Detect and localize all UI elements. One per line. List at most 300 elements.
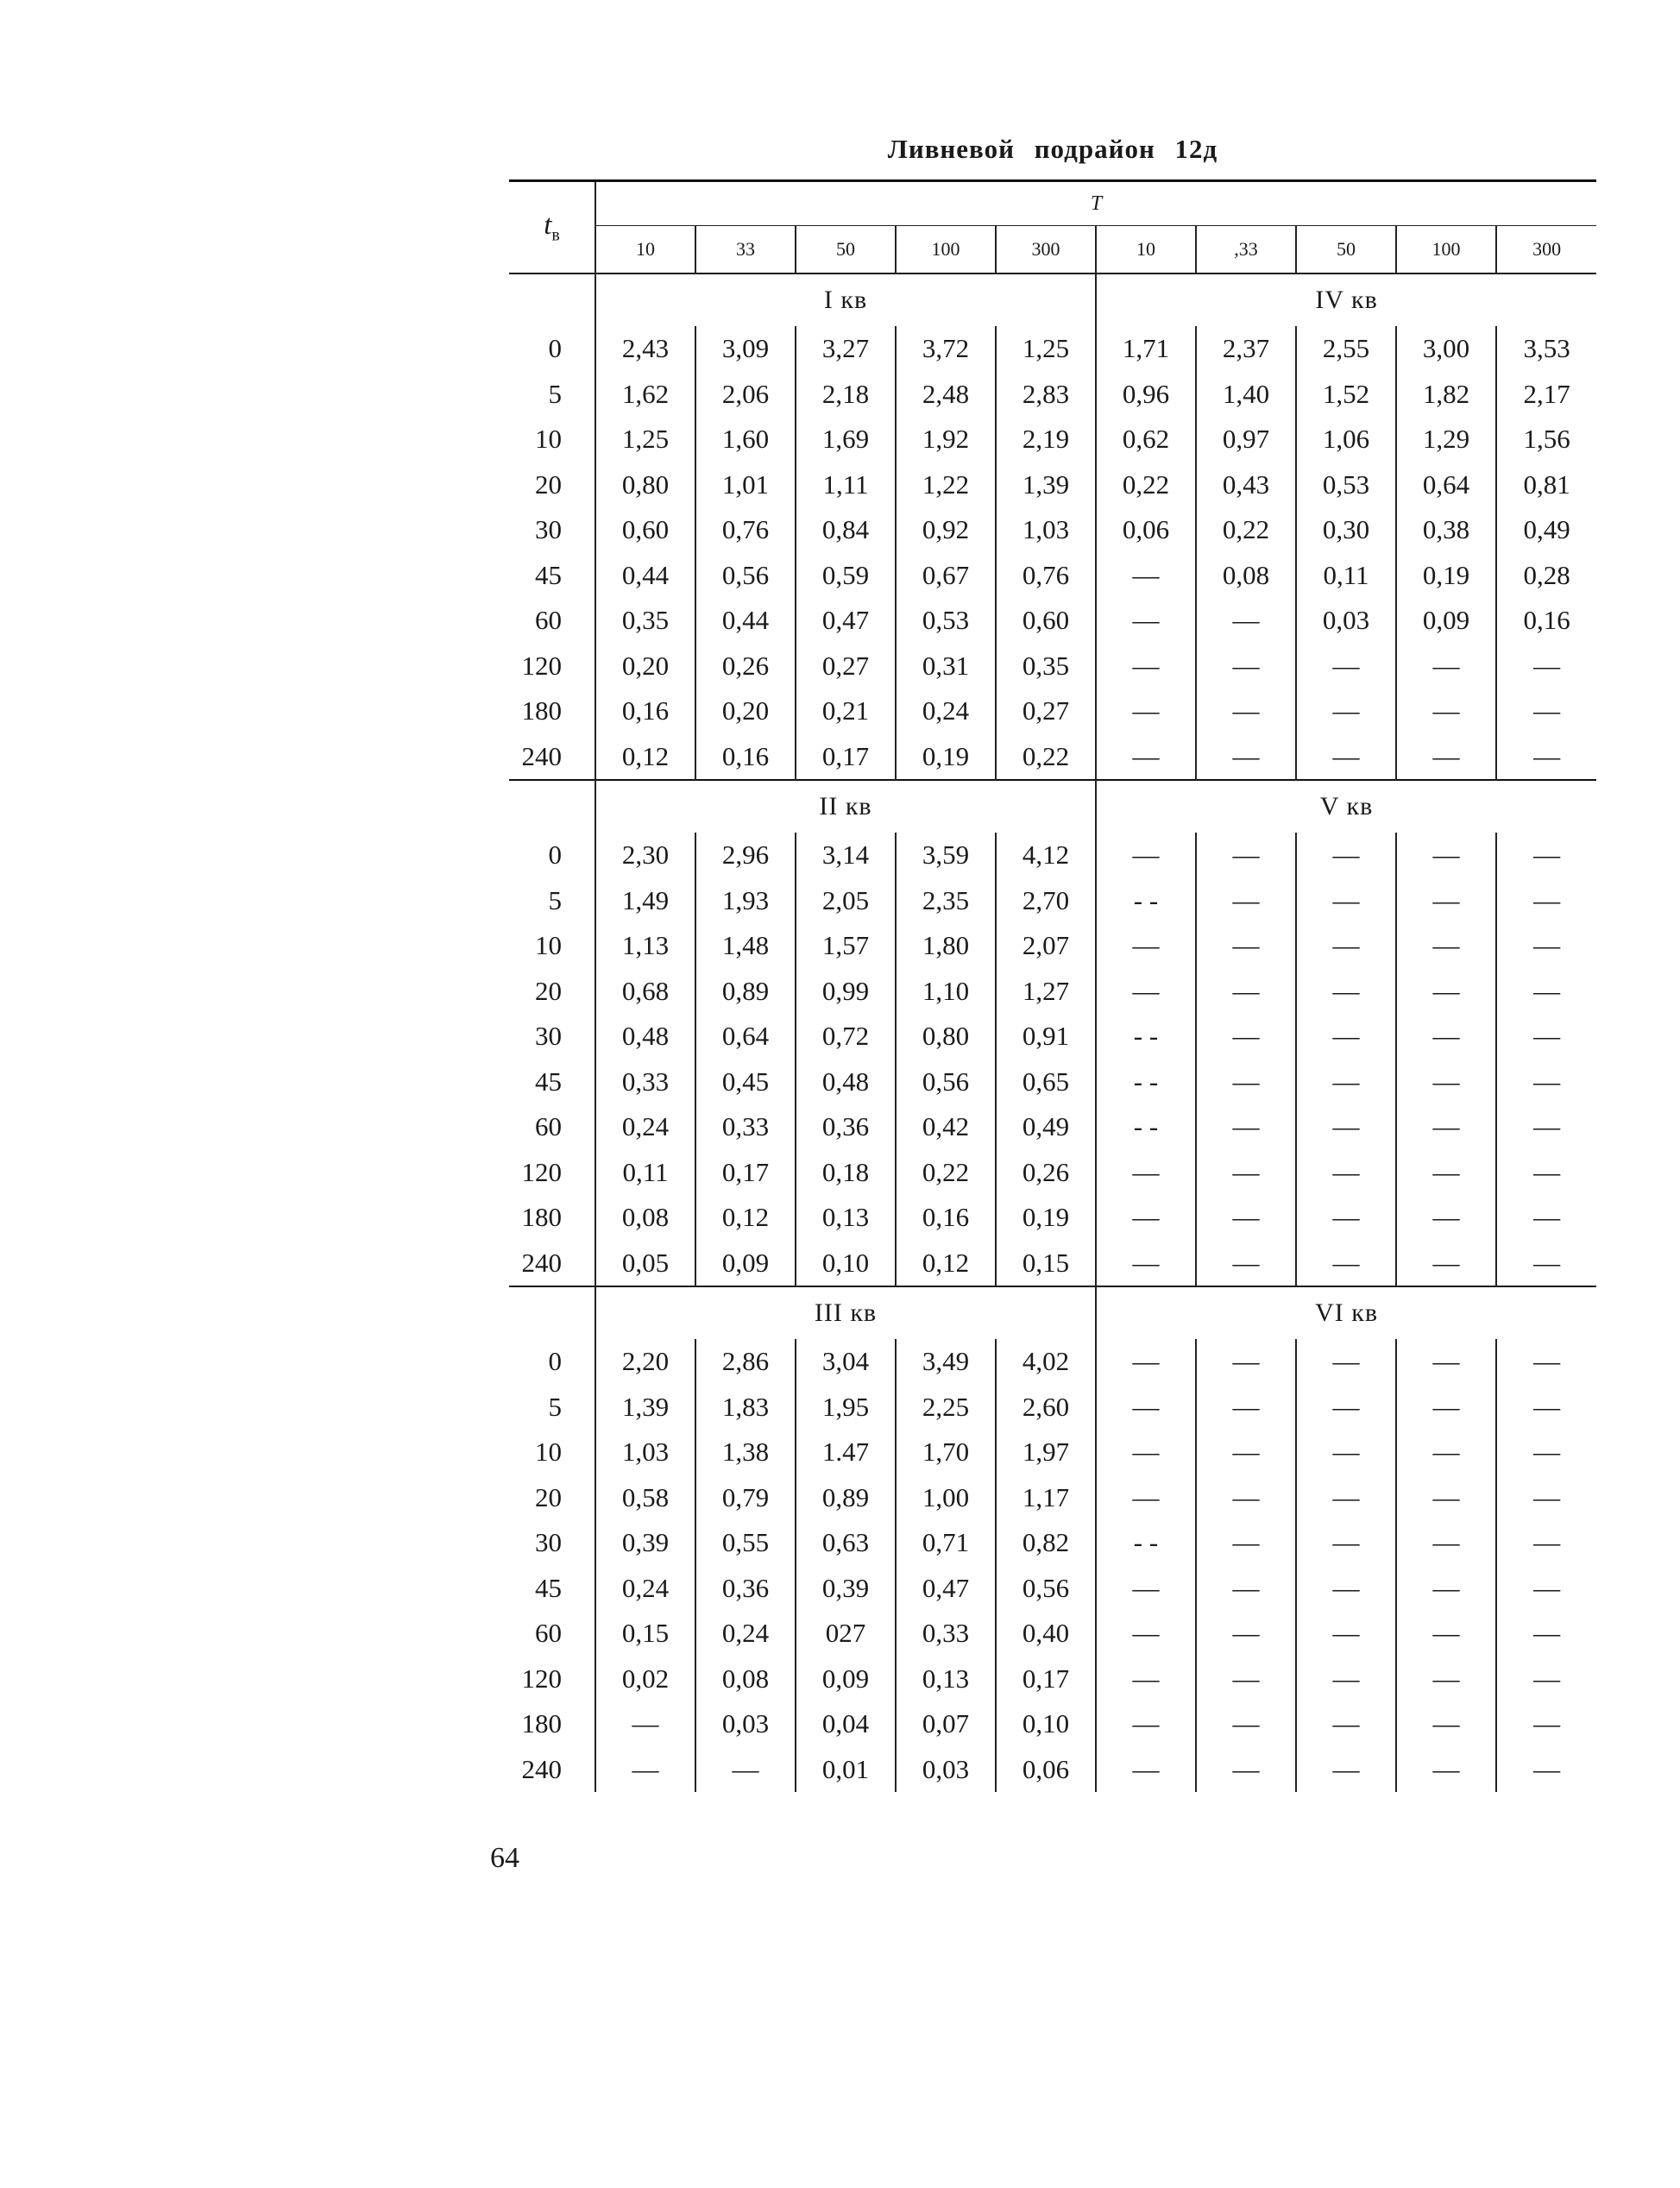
table-cell: —: [1196, 1241, 1296, 1287]
table-cell: —: [1496, 1385, 1596, 1430]
section-blank-cell: [509, 274, 595, 326]
table-cell: —: [1496, 1014, 1596, 1059]
table-cell: 1,93: [695, 878, 796, 924]
table-cell: 2,37: [1196, 326, 1296, 372]
table-cell: —: [1296, 1747, 1396, 1793]
table-row: [509, 833, 1596, 878]
table-cell: 1.47: [796, 1430, 896, 1475]
table-cell: 0,24: [896, 688, 996, 734]
table-cell: 0,48: [796, 1059, 896, 1105]
table-cell: 1,92: [896, 417, 996, 462]
table-row: [509, 1339, 1596, 1385]
table-cell: —: [1496, 1104, 1596, 1150]
table-cell: —: [1296, 1566, 1396, 1612]
table-cell: 1,11: [796, 462, 896, 508]
table-cell: 0,40: [996, 1611, 1096, 1657]
table-cell: 1,71: [1096, 326, 1196, 372]
table-cell: —: [1096, 969, 1196, 1015]
table-cell: 0,89: [695, 969, 796, 1015]
table-cell: 0,24: [595, 1104, 695, 1150]
table-cell: 2,60: [996, 1385, 1096, 1430]
table-cell: —: [1196, 1475, 1296, 1521]
table-cell: —: [1296, 1195, 1396, 1241]
table-cell: —: [1096, 1747, 1196, 1793]
table-cell: —: [1096, 923, 1196, 969]
table-cell: —: [1196, 1611, 1296, 1657]
row-label: 120: [521, 650, 562, 681]
table-cell: —: [1096, 1241, 1196, 1287]
table-row: [509, 1701, 1596, 1747]
table-cell: —: [1396, 1566, 1496, 1612]
row-label: 10: [535, 424, 562, 455]
table-row: [509, 326, 1596, 372]
table-cell: 0,27: [796, 644, 896, 689]
table-cell: 1,52: [1296, 372, 1396, 418]
table-cell: —: [1196, 1195, 1296, 1241]
table-cell: 0,36: [796, 1104, 896, 1150]
table-cell: 0,49: [1496, 507, 1596, 553]
table-cell: 0,63: [796, 1520, 896, 1566]
table-cell: 0,20: [695, 688, 796, 734]
table-cell: 1,00: [896, 1475, 996, 1521]
table-cell: 0,33: [896, 1611, 996, 1657]
T-value-header: 300: [1496, 226, 1596, 274]
table-row: [509, 1475, 1596, 1521]
row-label: 45: [535, 1572, 562, 1603]
table-cell: —: [1096, 1430, 1196, 1475]
table-cell: 0,13: [896, 1657, 996, 1702]
table-cell: —: [1196, 1014, 1296, 1059]
table-cell: 0,13: [796, 1195, 896, 1241]
table-cell: —: [1196, 1430, 1296, 1475]
table-cell: 0,49: [996, 1104, 1096, 1150]
table-cell: 3,49: [896, 1339, 996, 1385]
table-cell: 0,16: [1496, 598, 1596, 644]
table-cell: 2,07: [996, 923, 1096, 969]
table-cell: 0,56: [896, 1059, 996, 1105]
table-cell: 1,13: [595, 923, 695, 969]
section-label-left: III кв: [595, 1286, 1096, 1339]
table-cell: 0,22: [1196, 507, 1296, 553]
table-cell: —: [1496, 923, 1596, 969]
table-cell: 0,19: [996, 1195, 1096, 1241]
table-cell: —: [1096, 734, 1196, 781]
table-cell: 0,31: [896, 644, 996, 689]
table-row: [509, 1150, 1596, 1196]
table-cell: 0,38: [1396, 507, 1496, 553]
table-cell: 3,00: [1396, 326, 1496, 372]
table-cell: —: [1396, 923, 1496, 969]
table-cell: 1,97: [996, 1430, 1096, 1475]
table-row: [509, 969, 1596, 1015]
table-cell: 2,83: [996, 372, 1096, 418]
row-label: 0: [548, 1346, 562, 1377]
table-cell: —: [1496, 1611, 1596, 1657]
table-cell: —: [1396, 878, 1496, 924]
table-cell: —: [1196, 878, 1296, 924]
table-cell: —: [1396, 1701, 1496, 1747]
table-cell: 0,91: [996, 1014, 1096, 1059]
table-cell: 3,04: [796, 1339, 896, 1385]
table-cell: —: [1096, 644, 1196, 689]
row-label: 30: [535, 1527, 562, 1558]
table-cell: —: [1496, 734, 1596, 781]
table-cell: —: [1196, 969, 1296, 1015]
table-cell: 0,09: [1396, 598, 1496, 644]
table-cell: 2,17: [1496, 372, 1596, 418]
row-header: $t_в$: [544, 209, 560, 245]
table-cell: —: [1096, 1150, 1196, 1196]
T-value-header: 100: [896, 226, 996, 274]
table-cell: 3,14: [796, 833, 896, 878]
table-cell: 1,62: [595, 372, 695, 418]
table-cell: 0,44: [695, 598, 796, 644]
row-label: 60: [535, 605, 562, 636]
table-cell: 0,60: [996, 598, 1096, 644]
table-cell: —: [1396, 1195, 1496, 1241]
table-cell: 1,17: [996, 1475, 1096, 1521]
table-cell: 0,55: [695, 1520, 796, 1566]
table-cell: —: [1096, 553, 1196, 599]
table-cell: —: [1096, 688, 1196, 734]
table-row: [509, 553, 1596, 599]
table-row: [509, 1195, 1596, 1241]
table-cell: —: [1096, 598, 1196, 644]
table-cell: —: [1096, 1611, 1196, 1657]
table-cell: —: [1296, 1104, 1396, 1150]
data-table: [509, 179, 1596, 1792]
T-value-header: 10: [595, 226, 695, 274]
table-cell: —: [1096, 1475, 1196, 1521]
table-cell: 0,35: [996, 644, 1096, 689]
T-value-header: ,33: [1196, 226, 1296, 274]
table-cell: 1,80: [896, 923, 996, 969]
T-value-header: 50: [1296, 226, 1396, 274]
table-cell: —: [1496, 1657, 1596, 1702]
row-label: 180: [521, 1202, 562, 1233]
table-cell: 0,06: [1096, 507, 1196, 553]
table-cell: 0,64: [695, 1014, 796, 1059]
table-cell: —: [1196, 1385, 1296, 1430]
table-cell: 1,95: [796, 1385, 896, 1430]
table-cell: 0,64: [1396, 462, 1496, 508]
table-cell: —: [1196, 1150, 1296, 1196]
table-cell: 0,84: [796, 507, 896, 553]
table-cell: 1,10: [896, 969, 996, 1015]
table-cell: —: [1096, 1566, 1196, 1612]
table-cell: 0,71: [896, 1520, 996, 1566]
table-cell: 3,53: [1496, 326, 1596, 372]
table-cell: 0,43: [1196, 462, 1296, 508]
table-cell: 1,25: [595, 417, 695, 462]
table-cell: —: [1196, 734, 1296, 781]
table-cell: —: [1496, 1150, 1596, 1196]
table-cell: 2,55: [1296, 326, 1396, 372]
table-cell: 0,03: [1296, 598, 1396, 644]
table-cell: 0,24: [595, 1566, 695, 1612]
table-cell: —: [1396, 1104, 1496, 1150]
table-row: [509, 1104, 1596, 1150]
table-cell: —: [1196, 644, 1296, 689]
table-cell: 0,16: [595, 688, 695, 734]
table-cell: 1,39: [595, 1385, 695, 1430]
table-cell: 0,39: [796, 1566, 896, 1612]
table-cell: —: [1396, 1520, 1496, 1566]
table-row: [509, 878, 1596, 924]
table-cell: 0,48: [595, 1014, 695, 1059]
table-cell: 0,33: [595, 1059, 695, 1105]
table-cell: —: [1296, 1475, 1396, 1521]
table-cell: 0,16: [695, 734, 796, 781]
table-cell: 0,53: [896, 598, 996, 644]
table-cell: —: [1396, 734, 1496, 781]
table-cell: 0,21: [796, 688, 896, 734]
table-cell: —: [1196, 1339, 1296, 1385]
table-cell: 2,18: [796, 372, 896, 418]
section-label-left: II кв: [595, 780, 1096, 833]
table-cell: 0,20: [595, 644, 695, 689]
row-label: 0: [548, 333, 562, 364]
table-cell: 2,05: [796, 878, 896, 924]
table-cell: 0,12: [896, 1241, 996, 1287]
table-cell: —: [1196, 1520, 1296, 1566]
page-title: Ливневой подрайон 12д: [887, 134, 1218, 164]
table-cell: —: [1496, 1241, 1596, 1287]
table-cell: 1,22: [896, 462, 996, 508]
table-cell: —: [1496, 1339, 1596, 1385]
table-cell: 1,83: [695, 1385, 796, 1430]
row-label: 10: [535, 930, 562, 961]
table-row: [509, 923, 1596, 969]
table-cell: 1,40: [1196, 372, 1296, 418]
T-value-header: 33: [695, 226, 796, 274]
table-row: [509, 1014, 1596, 1059]
table-cell: —: [1096, 1195, 1196, 1241]
table-cell: —: [1296, 1241, 1396, 1287]
table-cell: —: [1396, 1059, 1496, 1105]
table-cell: 0,08: [1196, 553, 1296, 599]
section-label-right: IV кв: [1096, 274, 1596, 326]
table-cell: 2,25: [896, 1385, 996, 1430]
T-value-header: 10: [1096, 226, 1196, 274]
table-cell: 2,20: [595, 1339, 695, 1385]
table-cell: —: [1496, 1475, 1596, 1521]
table-cell: 0,01: [796, 1747, 896, 1793]
table-cell: —: [1296, 833, 1396, 878]
table-cell: 0,10: [796, 1241, 896, 1287]
table-cell: —: [1196, 833, 1296, 878]
table-cell: 0,22: [996, 734, 1096, 781]
table-cell: 0,65: [996, 1059, 1096, 1105]
table-cell: —: [1396, 644, 1496, 689]
table-cell: —: [1396, 688, 1496, 734]
table-row: [509, 1430, 1596, 1475]
table-cell: —: [1396, 1475, 1496, 1521]
table-cell: 0,45: [695, 1059, 796, 1105]
table-cell: 1,70: [896, 1430, 996, 1475]
table-cell: —: [1296, 1430, 1396, 1475]
table-cell: 0,33: [695, 1104, 796, 1150]
table-cell: —: [1296, 1701, 1396, 1747]
table-cell: —: [1396, 969, 1496, 1015]
T-value-header: 300: [996, 226, 1096, 274]
row-label: 30: [535, 1021, 562, 1052]
table-cell: 0,68: [595, 969, 695, 1015]
table-cell: —: [695, 1747, 796, 1793]
row-label: 120: [521, 1663, 562, 1694]
table-cell: 0,47: [896, 1566, 996, 1612]
table-cell: 0,26: [695, 644, 796, 689]
table-cell: 0,03: [896, 1747, 996, 1793]
table-cell: 0,72: [796, 1014, 896, 1059]
table-cell: 1,48: [695, 923, 796, 969]
table-cell: —: [1396, 1385, 1496, 1430]
table-cell: —: [1296, 1014, 1396, 1059]
table-cell: —: [595, 1701, 695, 1747]
row-label: 45: [535, 559, 562, 590]
table-cell: 0,30: [1296, 507, 1396, 553]
table-cell: 1,01: [695, 462, 796, 508]
table-cell: 0,62: [1096, 417, 1196, 462]
table-cell: —: [1196, 1566, 1296, 1612]
table-cell: 0,15: [996, 1241, 1096, 1287]
table-cell: 0,04: [796, 1701, 896, 1747]
table-cell: 0,82: [996, 1520, 1096, 1566]
table-cell: —: [1296, 1150, 1396, 1196]
table-cell: - -: [1096, 1520, 1196, 1566]
table-cell: - -: [1096, 1104, 1196, 1150]
section-blank-cell: [509, 780, 595, 833]
table-cell: —: [1496, 1430, 1596, 1475]
table-cell: 1,49: [595, 878, 695, 924]
section-label-right: V кв: [1096, 780, 1596, 833]
row-label: 5: [548, 884, 562, 915]
table-cell: 0,09: [695, 1241, 796, 1287]
table-row: [509, 1747, 1596, 1793]
table-cell: 0,76: [996, 553, 1096, 599]
table-cell: 0,11: [595, 1150, 695, 1196]
table-row: [509, 734, 1596, 781]
table-cell: —: [1296, 1339, 1396, 1385]
T-header: T: [595, 181, 1596, 226]
table-cell: 0,96: [1096, 372, 1196, 418]
table-cell: 0,92: [896, 507, 996, 553]
table-cell: —: [1496, 688, 1596, 734]
table-cell: —: [1296, 1657, 1396, 1702]
table-cell: —: [1296, 878, 1396, 924]
table-cell: —: [1396, 1611, 1496, 1657]
table-cell: 4,02: [996, 1339, 1096, 1385]
table-cell: 0,22: [896, 1150, 996, 1196]
table-cell: 0,02: [595, 1657, 695, 1702]
table-cell: —: [1396, 1657, 1496, 1702]
table-cell: 0,53: [1296, 462, 1396, 508]
table-cell: 0,42: [896, 1104, 996, 1150]
table-cell: —: [1396, 1014, 1496, 1059]
table-row: [509, 1657, 1596, 1702]
table-cell: 0,12: [695, 1195, 796, 1241]
table-cell: —: [1296, 1385, 1396, 1430]
table-cell: 2,30: [595, 833, 695, 878]
table-cell: 0,22: [1096, 462, 1196, 508]
table-cell: 2,96: [695, 833, 796, 878]
table-cell: —: [1496, 833, 1596, 878]
table-cell: —: [1496, 1701, 1596, 1747]
table-cell: 0,06: [996, 1747, 1096, 1793]
table-cell: —: [1296, 644, 1396, 689]
row-label: 240: [521, 1247, 562, 1278]
table-cell: 0,17: [796, 734, 896, 781]
table-cell: —: [1196, 1657, 1296, 1702]
table-cell: 0,03: [695, 1701, 796, 1747]
table-cell: 3,09: [695, 326, 796, 372]
table-row: [509, 688, 1596, 734]
table-row: [509, 1241, 1596, 1287]
row-label: 20: [535, 975, 562, 1006]
table-cell: 2,35: [896, 878, 996, 924]
table-cell: 0,19: [1396, 553, 1496, 599]
table-cell: —: [1296, 688, 1396, 734]
row-label: 45: [535, 1066, 562, 1097]
table-cell: 0,26: [996, 1150, 1096, 1196]
table-row: [509, 1611, 1596, 1657]
table-row: [509, 372, 1596, 418]
table-cell: 0,11: [1296, 553, 1396, 599]
table-cell: 0,60: [595, 507, 695, 553]
table-cell: 3,27: [796, 326, 896, 372]
table-cell: —: [1096, 1385, 1196, 1430]
row-label: 60: [535, 1618, 562, 1649]
row-label: 240: [521, 740, 562, 771]
row-label: 180: [521, 1708, 562, 1739]
table-cell: 0,59: [796, 553, 896, 599]
table-cell: —: [1196, 688, 1296, 734]
table-cell: —: [1296, 1059, 1396, 1105]
table-cell: —: [1396, 833, 1496, 878]
table-cell: —: [1496, 1520, 1596, 1566]
table-row: [509, 507, 1596, 553]
table-cell: 0,67: [896, 553, 996, 599]
rainfall-table: [509, 179, 1596, 1792]
table-cell: 2,43: [595, 326, 695, 372]
table-cell: —: [1096, 1701, 1196, 1747]
table-cell: - -: [1096, 1014, 1196, 1059]
table-row: [509, 1059, 1596, 1105]
table-cell: —: [1396, 1150, 1496, 1196]
table-cell: 0,39: [595, 1520, 695, 1566]
table-cell: 1,03: [595, 1430, 695, 1475]
table-cell: 4,12: [996, 833, 1096, 878]
table-cell: —: [1496, 1566, 1596, 1612]
table-cell: 0,08: [595, 1195, 695, 1241]
table-cell: 0,18: [796, 1150, 896, 1196]
row-label: 0: [548, 839, 562, 871]
table-cell: 0,09: [796, 1657, 896, 1702]
table-cell: —: [1296, 1611, 1396, 1657]
table-row: [509, 1385, 1596, 1430]
table-cell: 0,17: [996, 1657, 1096, 1702]
table-cell: —: [1496, 878, 1596, 924]
table-cell: —: [1096, 833, 1196, 878]
table-cell: —: [1396, 1241, 1496, 1287]
table-cell: 1,38: [695, 1430, 796, 1475]
table-cell: 027: [796, 1611, 896, 1657]
table-cell: 0,27: [996, 688, 1096, 734]
table-cell: - -: [1096, 878, 1196, 924]
table-cell: —: [1096, 1657, 1196, 1702]
row-label: 5: [548, 1391, 562, 1422]
table-cell: 1,27: [996, 969, 1096, 1015]
